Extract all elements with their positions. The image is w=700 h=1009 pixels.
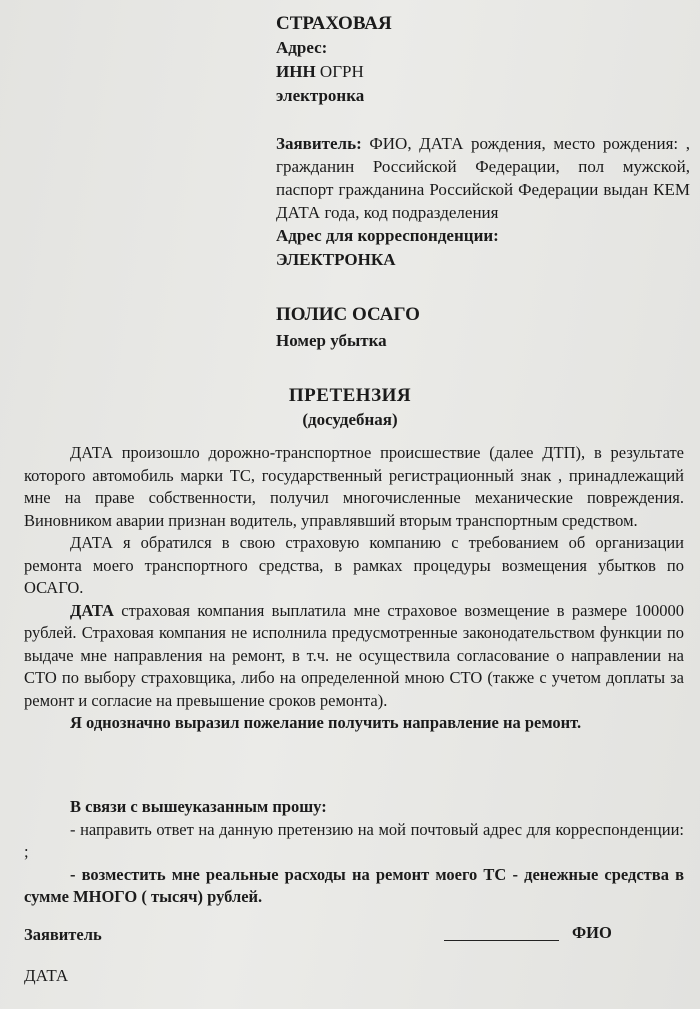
body-paragraph-3	[24, 600, 684, 713]
applicant-block	[276, 132, 690, 224]
insurer-name: СТРАХОВАЯ	[276, 13, 392, 34]
correspondence-value: ЭЛЕКТРОНКА	[276, 250, 396, 269]
document-date: ДАТА	[24, 966, 69, 985]
payment-date: ДАТА	[70, 600, 114, 620]
policy-label: ПОЛИС ОСАГО	[276, 304, 420, 325]
policy-block	[276, 302, 690, 354]
request-lead: В связи с вышеуказанным прошу:	[70, 797, 327, 816]
signature-line	[444, 940, 559, 941]
title-main: ПРЕТЕНЗИЯ	[288, 385, 412, 406]
inn-label: ИНН	[276, 62, 316, 81]
correspondence-label: Адрес для корреспонденции:	[276, 226, 499, 245]
signature-name: ФИО	[572, 923, 612, 942]
ogrn-label: ОГРН	[319, 62, 364, 81]
insurer-ids	[276, 60, 690, 84]
loss-number-label: Номер убытка	[276, 331, 387, 350]
signature-row	[24, 925, 684, 945]
request-item-2: - возместить мне реальные расходы на ремонт моего ТС - денежные средства в сумме МНОГО ( тысяч) рублей.	[24, 864, 684, 906]
title-sub: (досудебная)	[302, 410, 398, 429]
body-paragraph-4: Я однозначно выразил пожелание получить направление на ремонт.	[70, 713, 582, 732]
document-body	[24, 442, 684, 735]
applicant-label: Заявитель:	[276, 134, 362, 153]
insurer-address-label: Адрес:	[276, 38, 328, 57]
applicant-details: ФИО, ДАТА рождения, место рождения: , гражданин Российской Федерации, пол мужской, паспорт гражданина Российской Федерации выдан КЕМ ДАТА года, код подразделения	[276, 134, 690, 222]
payment-text: страховая компания выплатила мне страховое возмещение в размере 100000 рублей. Страховая компания не исполнила предусмотренные законодательством функции по выдаче мне направления на ремонт, в т.ч. не осуществила согласование о направлении на СТО по выбору страховщика, либо на определенной мною СТО (также с учетом доплаты за ремонт и согласие на превышение сроков ремонта).	[24, 600, 684, 710]
body-paragraph-1: ДАТА произошло дорожно-транспортное происшествие (далее ДТП), в результате которого автомобиль марки ТС, государственный регистрационный знак , принадлежащий мне на праве собственности, получил многочисленные механические повреждения. Виновником аварии признан водитель, управлявший вторым транспортным средством.	[24, 443, 684, 530]
insurer-email: электронка	[276, 86, 365, 105]
request-item-1: - направить ответ на данную претензию на мой почтовый адрес для корреспонденции: ;	[24, 819, 684, 861]
document-header	[276, 12, 690, 354]
request-block	[24, 796, 684, 909]
document-title	[0, 384, 700, 432]
body-paragraph-2: ДАТА я обратился в свою страховую компанию с требованием об организации ремонта моего транспортного средства, в рамках процедуры возмещения убытков по ОСАГО.	[24, 533, 684, 597]
signature-label: Заявитель	[24, 925, 102, 944]
